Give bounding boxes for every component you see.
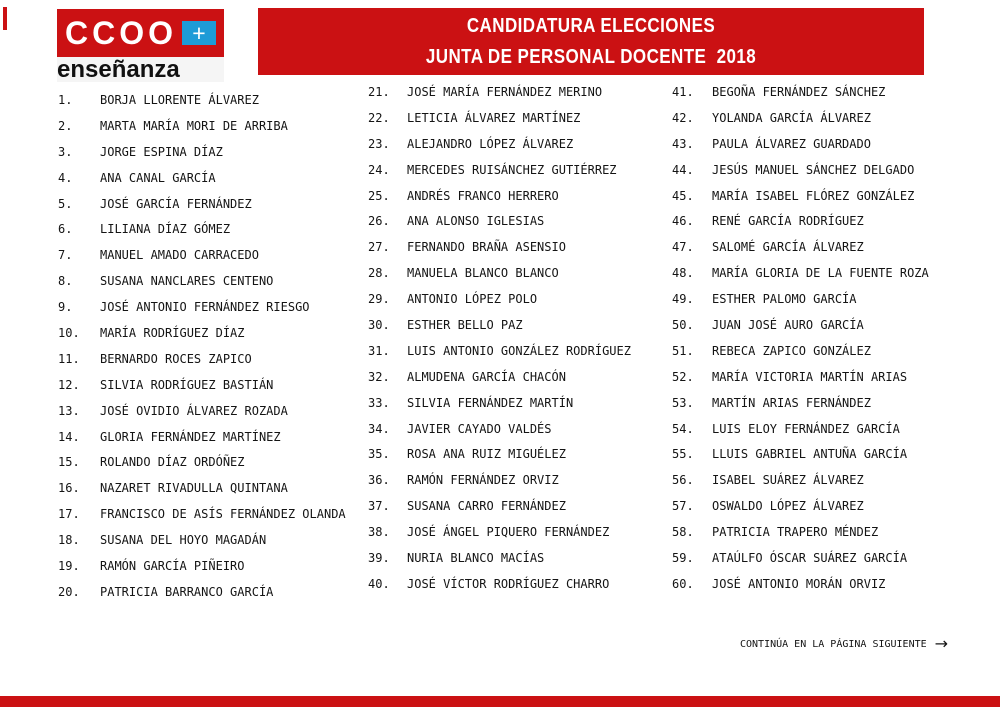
candidate-name: PAULA ÁLVAREZ GUARDADO [712,136,871,151]
list-item [368,364,631,390]
list-item [672,545,929,571]
candidate-number: 21. [368,84,390,99]
candidate-name: LUIS ELOY FERNÁNDEZ GARCÍA [712,421,900,436]
list-item [368,467,631,493]
list-item [672,183,929,209]
list-item [58,553,346,579]
candidate-number: 56. [672,473,694,488]
candidate-number: 27. [368,240,390,255]
candidate-name: SUSANA CARRO FERNÁNDEZ [407,499,566,514]
candidate-number: 50. [672,317,694,332]
candidate-name: YOLANDA GARCÍA ÁLVAREZ [712,110,871,125]
candidate-number: 19. [58,558,80,573]
list-item [368,183,631,209]
candidate-name: PATRICIA BARRANCO GARCÍA [100,584,274,599]
candidate-number: 7. [58,248,73,263]
candidate-number: 42. [672,110,694,125]
candidate-number: 58. [672,525,694,540]
list-item [368,157,631,183]
candidate-number: 44. [672,162,694,177]
candidate-number: 54. [672,421,694,436]
candidate-name: MANUELA BLANCO BLANCO [407,266,559,281]
candidate-number: 2. [58,118,73,133]
candidate-name: ALEJANDRO LÓPEZ ÁLVAREZ [407,136,574,151]
candidate-name: JOSÉ ANTONIO MORÁN ORVIZ [712,576,886,591]
candidate-name: ANA CANAL GARCÍA [100,170,216,185]
list-item [58,87,346,113]
list-item [672,416,929,442]
candidate-name: LUIS ANTONIO GONZÁLEZ RODRÍGUEZ [407,343,631,358]
list-item [368,416,631,442]
candidate-name: NAZARET RIVADULLA QUINTANA [100,481,288,496]
list-item [672,157,929,183]
list-item [368,312,631,338]
red-corner-mark [3,7,7,30]
list-item [368,390,631,416]
candidate-name: JOSÉ VÍCTOR RODRÍGUEZ CHARRO [407,576,610,591]
candidate-name: LILIANA DÍAZ GÓMEZ [100,222,231,237]
candidate-name: MERCEDES RUISÁNCHEZ GUTIÉRREZ [407,162,617,177]
candidate-number: 15. [58,455,80,470]
candidate-name: MARÍA VICTORIA MARTÍN ARIAS [712,369,908,384]
candidate-number: 3. [58,144,73,159]
candidate-number: 37. [368,499,390,514]
list-item [368,545,631,571]
list-item [672,467,929,493]
list-item [672,234,929,260]
candidate-name: RAMÓN GARCÍA PIÑEIRO [100,558,245,573]
candidate-name: LETICIA ÁLVAREZ MARTÍNEZ [407,110,581,125]
candidate-name: ROLANDO DÍAZ ORDÓÑEZ [100,455,245,470]
list-item [368,79,631,105]
candidate-number: 12. [58,377,80,392]
candidate-name: JOSÉ ANTONIO FERNÁNDEZ RIESGO [100,300,310,315]
candidate-number: 5. [58,196,73,211]
candidate-name: ISABEL SUÁREZ ÁLVAREZ [712,473,864,488]
list-item [58,475,346,501]
candidate-name: RENÉ GARCÍA RODRÍGUEZ [712,214,864,229]
candidate-number: 53. [672,395,694,410]
candidate-number: 40. [368,576,390,591]
list-item [368,493,631,519]
candidate-number: 23. [368,136,390,151]
candidate-name: ESTHER BELLO PAZ [407,317,523,332]
candidate-name: MANUEL AMADO CARRACEDO [100,248,259,263]
candidate-number: 14. [58,429,80,444]
candidate-number: 34. [368,421,390,436]
ccoo-logo-text: CCOO [65,15,177,51]
candidate-name: BEGOÑA FERNÁNDEZ SÁNCHEZ [712,84,886,99]
candidate-name: JOSÉ GARCÍA FERNÁNDEZ [100,196,252,211]
list-item [672,208,929,234]
list-item [58,320,346,346]
names-column-2 [368,79,631,597]
candidate-number: 55. [672,447,694,462]
candidate-number: 16. [58,481,80,496]
list-item [58,527,346,553]
candidate-number: 20. [58,584,80,599]
list-item [672,493,929,519]
list-item [672,286,929,312]
candidate-name: SALOMÉ GARCÍA ÁLVAREZ [712,240,864,255]
candidate-name: JAVIER CAYADO VALDÉS [407,421,552,436]
list-item [58,501,346,527]
list-item [672,79,929,105]
candidate-name: JOSÉ OVIDIO ÁLVAREZ ROZADA [100,403,288,418]
candidate-number: 43. [672,136,694,151]
list-item [368,571,631,597]
candidate-number: 57. [672,499,694,514]
logo-subtitle: enseñanza [57,57,224,82]
list-item [58,216,346,242]
candidate-name: JOSÉ ÁNGEL PIQUERO FERNÁNDEZ [407,525,610,540]
candidate-number: 49. [672,292,694,307]
candidate-number: 4. [58,170,73,185]
candidate-name: ANTONIO LÓPEZ POLO [407,292,538,307]
candidate-name: SUSANA NANCLARES CENTENO [100,274,274,289]
candidate-number: 18. [58,533,80,548]
candidate-name: PATRICIA TRAPERO MÉNDEZ [712,525,879,540]
list-item [58,165,346,191]
candidate-name: ATAÚLFO ÓSCAR SUÁREZ GARCÍA [712,550,908,565]
candidate-number: 39. [368,550,390,565]
candidate-name: JESÚS MANUEL SÁNCHEZ DELGADO [712,162,915,177]
list-item [672,131,929,157]
candidate-name: JOSÉ MARÍA FERNÁNDEZ MERINO [407,84,603,99]
candidate-name: JORGE ESPINA DÍAZ [100,144,223,159]
list-item [58,242,346,268]
list-item [368,234,631,260]
candidate-name: JUAN JOSÉ AURO GARCÍA [712,317,864,332]
candidate-name: MARÍA GLORIA DE LA FUENTE ROZA [712,266,929,281]
candidate-number: 33. [368,395,390,410]
candidate-number: 1. [58,92,73,107]
candidate-number: 51. [672,343,694,358]
names-column-3 [672,79,929,597]
list-item [672,390,929,416]
candidate-name: ANDRÉS FRANCO HERRERO [407,188,559,203]
list-item [672,260,929,286]
candidate-number: 46. [672,214,694,229]
candidate-name: MARTA MARÍA MORI DE ARRIBA [100,118,288,133]
candidate-name: SILVIA FERNÁNDEZ MARTÍN [407,395,574,410]
candidate-number: 17. [58,507,80,522]
candidate-number: 48. [672,266,694,281]
list-item [58,398,346,424]
list-item [58,449,346,475]
list-item [58,139,346,165]
list-item [672,441,929,467]
candidate-name: MARÍA RODRÍGUEZ DÍAZ [100,325,245,340]
candidate-number: 10. [58,325,80,340]
candidate-number: 32. [368,369,390,384]
candidate-name: BERNARDO ROCES ZAPICO [100,351,252,366]
candidate-name: BORJA LLORENTE ÁLVAREZ [100,92,259,107]
candidate-number: 30. [368,317,390,332]
candidate-number: 9. [58,300,73,315]
list-item [672,312,929,338]
list-item [58,346,346,372]
candidate-number: 24. [368,162,390,177]
list-item [58,579,346,605]
candidate-name: RAMÓN FERNÁNDEZ ORVIZ [407,473,559,488]
list-item [672,364,929,390]
candidate-name: FRANCISCO DE ASÍS FERNÁNDEZ OLANDA [100,507,346,522]
candidate-number: 38. [368,525,390,540]
candidate-number: 31. [368,343,390,358]
list-item [672,519,929,545]
names-column-1 [58,87,346,605]
candidate-name: LLUIS GABRIEL ANTUÑA GARCÍA [712,447,908,462]
candidate-number: 59. [672,550,694,565]
candidate-number: 52. [672,369,694,384]
list-item [672,338,929,364]
candidate-name: MARÍA ISABEL FLÓREZ GONZÁLEZ [712,188,915,203]
candidate-number: 47. [672,240,694,255]
candidate-name: MARTÍN ARIAS FERNÁNDEZ [712,395,871,410]
candidate-number: 6. [58,222,73,237]
list-item [58,294,346,320]
footer-red-bar [0,696,1000,707]
list-item [368,338,631,364]
candidate-name: OSWALDO LÓPEZ ÁLVAREZ [712,499,864,514]
candidate-name: ROSA ANA RUIZ MIGUÉLEZ [407,447,566,462]
list-item [58,113,346,139]
header-title-line2: JUNTA DE PERSONAL DOCENTE 2018 [425,46,757,68]
candidate-number: 11. [58,351,80,366]
candidate-number: 25. [368,188,390,203]
candidate-name: REBECA ZAPICO GONZÁLEZ [712,343,871,358]
candidate-name: SILVIA RODRÍGUEZ BASTIÁN [100,377,274,392]
candidate-number: 13. [58,403,80,418]
candidate-number: 26. [368,214,390,229]
candidate-number: 41. [672,84,694,99]
candidate-name: FERNANDO BRAÑA ASENSIO [407,240,566,255]
candidate-number: 60. [672,576,694,591]
plus-icon: + [182,21,216,45]
candidate-number: 29. [368,292,390,307]
list-item [58,424,346,450]
list-item [58,372,346,398]
candidate-number: 22. [368,110,390,125]
list-item [368,208,631,234]
candidate-name: ALMUDENA GARCÍA CHACÓN [407,369,566,384]
candidate-name: ESTHER PALOMO GARCÍA [712,292,857,307]
ccoo-logo [57,9,224,57]
list-item [368,286,631,312]
continuation-note [740,635,948,653]
candidate-name: ANA ALONSO IGLESIAS [407,214,545,229]
list-item [368,519,631,545]
candidate-number: 35. [368,447,390,462]
right-arrow-icon: → [934,634,949,653]
continuation-text: CONTINÚA EN LA PÁGINA SIGUIENTE [740,638,927,650]
candidate-name: GLORIA FERNÁNDEZ MARTÍNEZ [100,429,281,444]
list-item [672,105,929,131]
list-item [368,131,631,157]
list-item [58,191,346,217]
list-item [368,260,631,286]
list-item [58,268,346,294]
header-banner [258,8,924,75]
candidate-number: 36. [368,473,390,488]
candidate-number: 8. [58,274,73,289]
list-item [672,571,929,597]
list-item [368,105,631,131]
candidate-name: NURIA BLANCO MACÍAS [407,550,545,565]
header-title-line1: CANDIDATURA ELECCIONES [466,15,716,37]
candidate-name: SUSANA DEL HOYO MAGADÁN [100,533,267,548]
candidate-number: 28. [368,266,390,281]
candidate-number: 45. [672,188,694,203]
list-item [368,441,631,467]
